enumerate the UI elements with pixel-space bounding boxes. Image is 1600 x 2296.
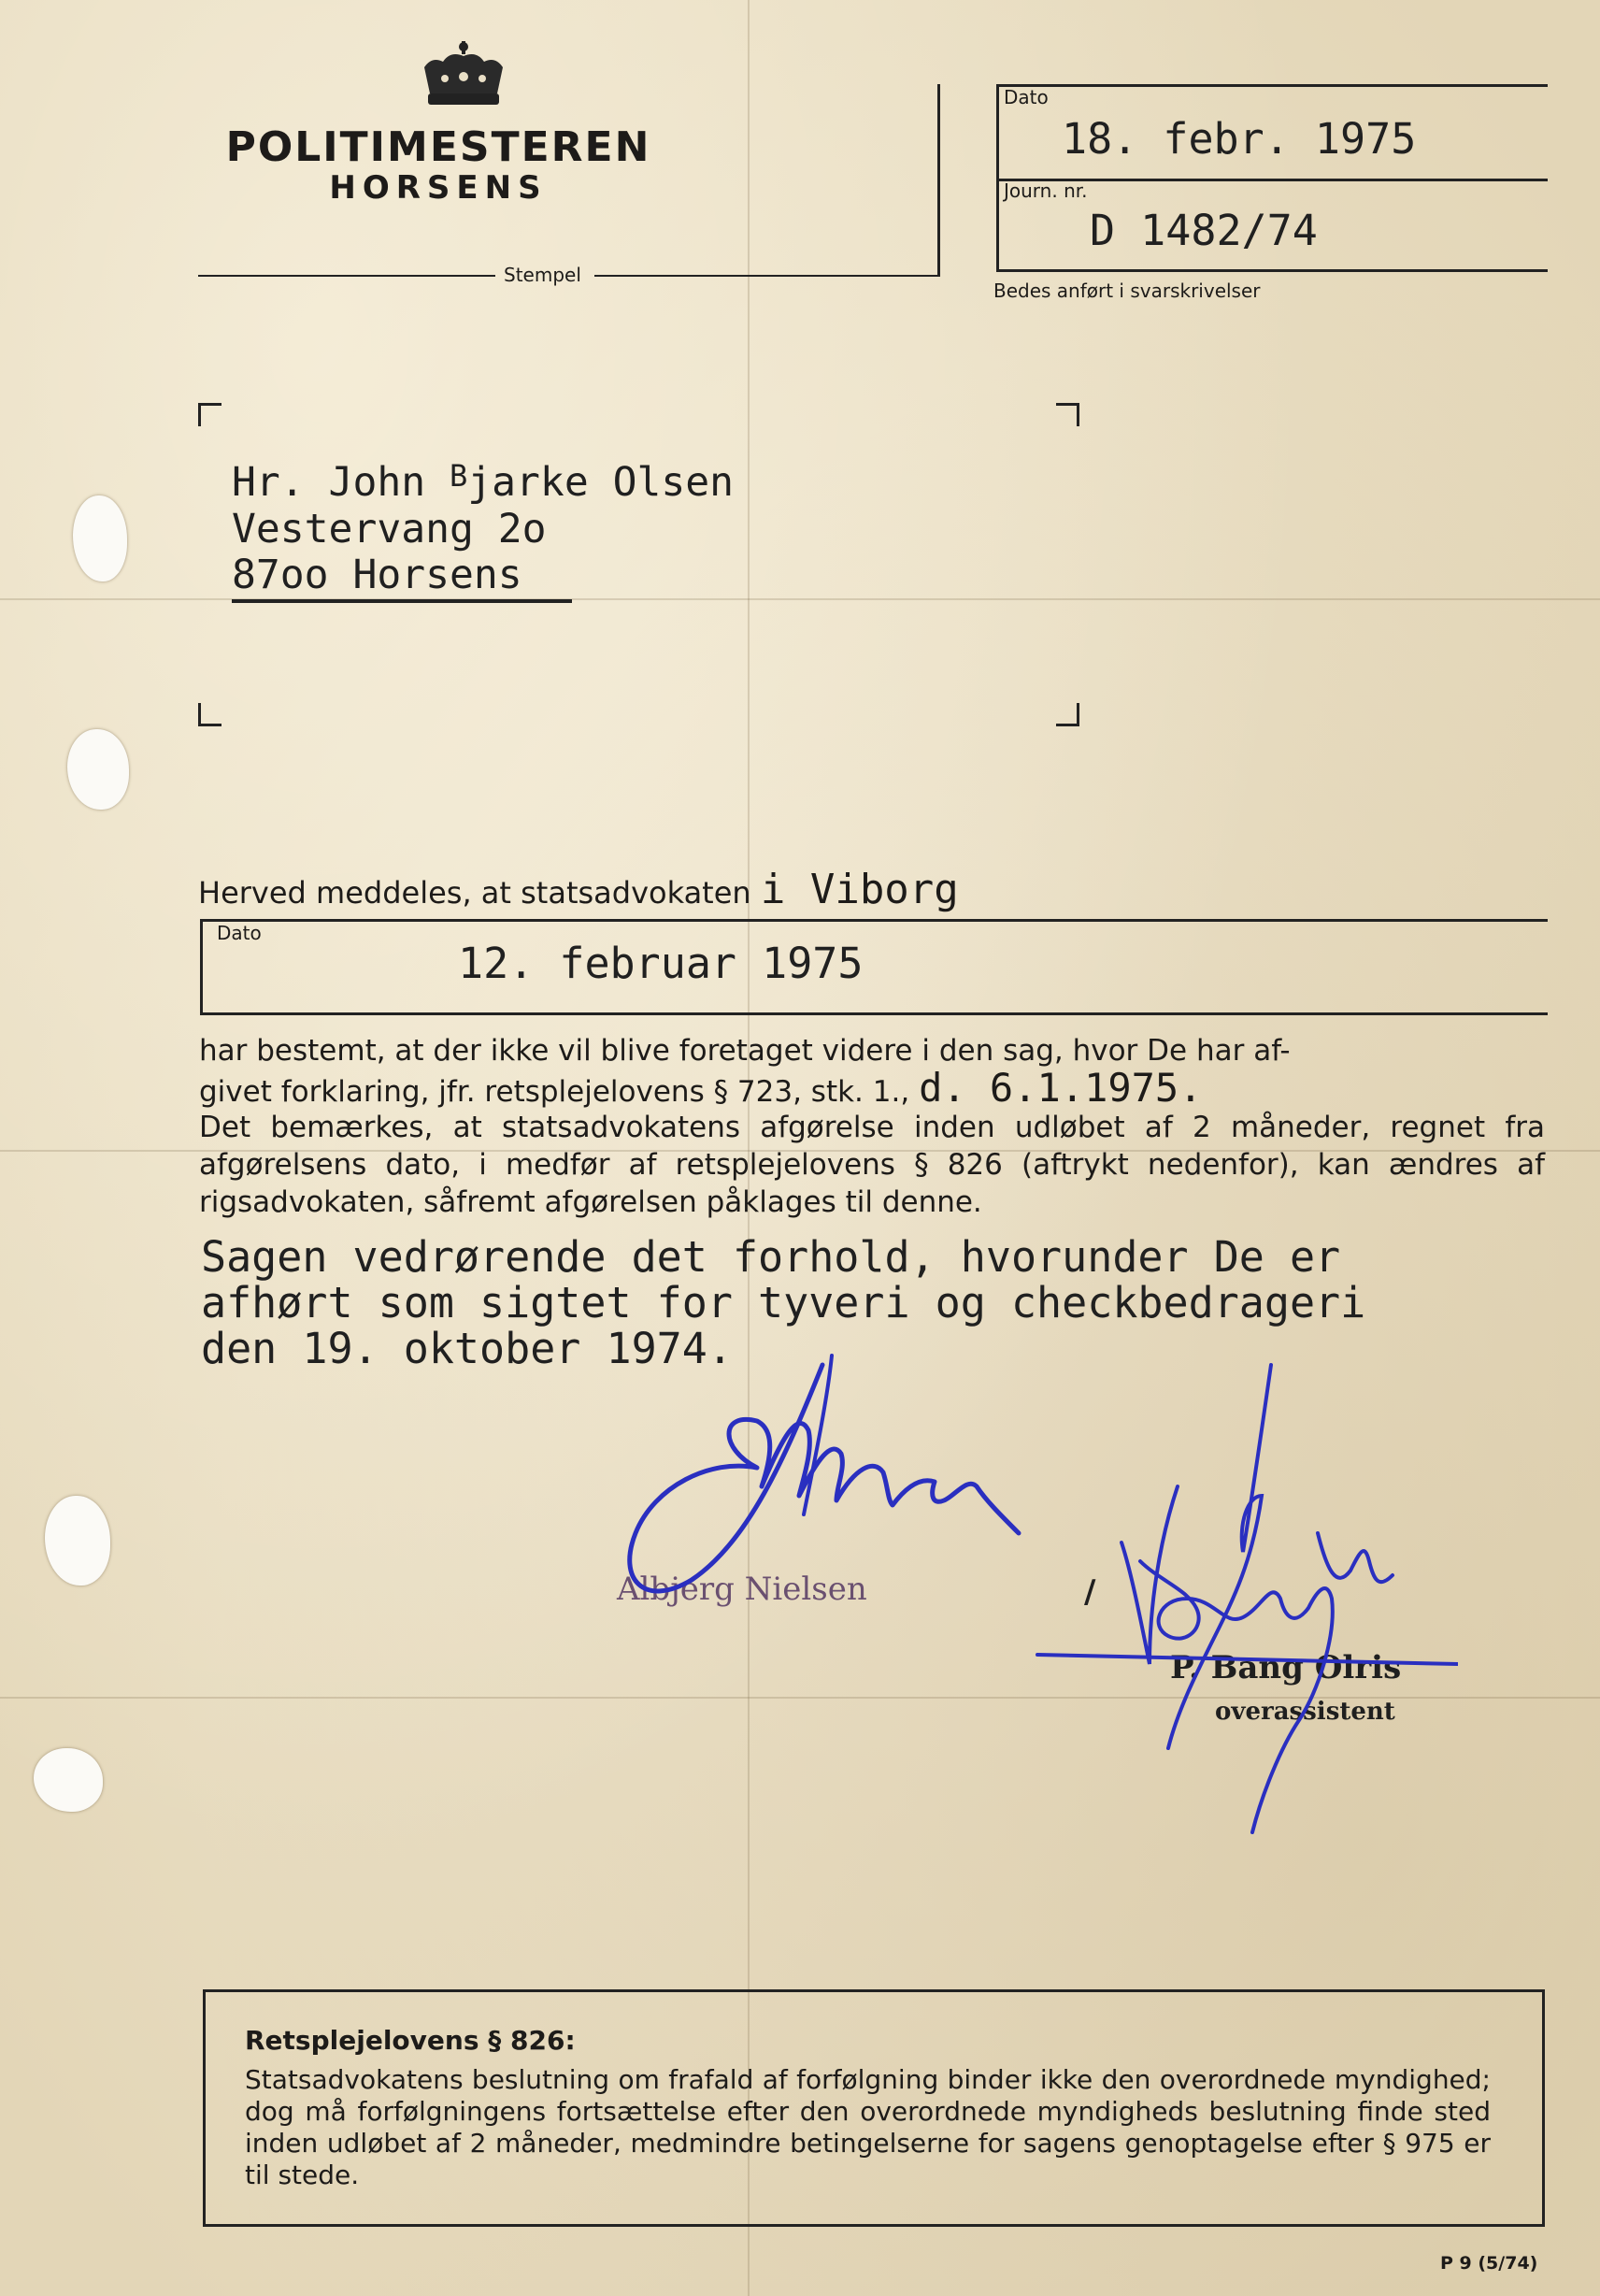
law-text: Statsadvokatens beslutning om frafald af forfølgning binder ikke den overordnede myndighed; dog må forfølgningens fortsættelse efter den overordnede myndigheds beslutning finde sted inden udløbet af 2 måneder, medmindre betingelserne for sagens genoptagelse efter § 975 er til stede. [245, 2064, 1491, 2190]
address-corner [198, 403, 221, 426]
signatory-stamp: P. Bang Olris [1170, 1649, 1402, 1686]
authority-title: POLITIMESTEREN [225, 123, 651, 171]
address-underline [232, 599, 572, 603]
decision-date: 12. februar 1975 [458, 939, 864, 988]
recipient-street: Vestervang 2o [232, 506, 547, 552]
notice-paragraph: Det bemærkes, at statsadvokatens afgørelse inden udløbet af 2 måneder, regnet fra afgørelsens dato, i medfør af retsplejelovens § 826 (aftrykt nedenfor), kan ændres af rigsadvokaten, såfremt afgørelsen påklages til denne. [199, 1111, 1545, 1219]
recipient-name-part: jarke Olsen [467, 459, 735, 506]
date-box-border [996, 84, 1548, 87]
decision-box-border [200, 919, 1548, 922]
punch-hole [45, 1496, 110, 1586]
date-box-border [996, 269, 1548, 272]
notice-intro [198, 866, 959, 913]
law-title: Retsplejelovens § 826: [245, 2025, 576, 2056]
header-divider [937, 84, 940, 277]
notice-intro-text: Herved meddeles, at statsadvokaten [198, 875, 751, 911]
reference-note: Bedes anført i svarskrivelser [993, 280, 1261, 302]
case-description-line: Sagen vedrørende det forhold, hvorunder De er [201, 1232, 1341, 1282]
date-label: Dato [1004, 86, 1049, 108]
signatory-stamp: Albjerg Nielsen [617, 1571, 867, 1608]
recipient-city: 87oo Horsens [232, 552, 522, 598]
notice-text: givet forklaring, jfr. retsplejelovens § 723, stk. 1., [199, 1075, 910, 1109]
address-corner [198, 703, 221, 726]
signature-2 [1028, 1356, 1458, 1842]
address-corner [1056, 403, 1079, 426]
decision-box-border [200, 1012, 1548, 1015]
date-box-border [996, 84, 999, 271]
prosecutor-location: i Viborg [760, 866, 959, 913]
recipient-name-part: Hr. John [232, 459, 450, 506]
notice-paragraph-line [199, 1065, 1545, 1111]
decision-date-label: Dato [217, 922, 262, 944]
punch-hole [67, 729, 129, 810]
journal-number: D 1482/74 [1090, 206, 1318, 255]
letter-date: 18. febr. 1975 [1062, 114, 1417, 164]
recipient-name-correction: B [450, 458, 468, 494]
journal-label: Journ. nr. [1004, 179, 1088, 202]
signature-1 [607, 1346, 1056, 1655]
authority-city: HORSENS [329, 169, 548, 207]
case-description-line: den 19. oktober 1974. [201, 1324, 733, 1373]
form-number: P 9 (5/74) [1440, 2253, 1538, 2274]
signatory-prefix: / [1084, 1573, 1096, 1611]
stamp-line [594, 275, 938, 277]
statement-date: d. 6.1.1975. [919, 1065, 1203, 1111]
stamp-label: Stempel [504, 264, 581, 286]
case-description-line: afhørt som sigtet for tyveri og checkbedrageri [201, 1278, 1366, 1327]
stamp-line [198, 275, 495, 277]
recipient-name [232, 458, 734, 506]
decision-box-border [200, 919, 203, 1015]
address-corner [1056, 703, 1079, 726]
punch-hole [34, 1748, 103, 1812]
signatory-title: overassistent [1215, 1698, 1395, 1726]
notice-paragraph-line: har bestemt, at der ikke vil blive foretaget videre i den sag, hvor De har af- [199, 1034, 1291, 1068]
crown-icon [419, 39, 508, 110]
issuing-authority [140, 123, 736, 207]
punch-hole [73, 495, 127, 581]
